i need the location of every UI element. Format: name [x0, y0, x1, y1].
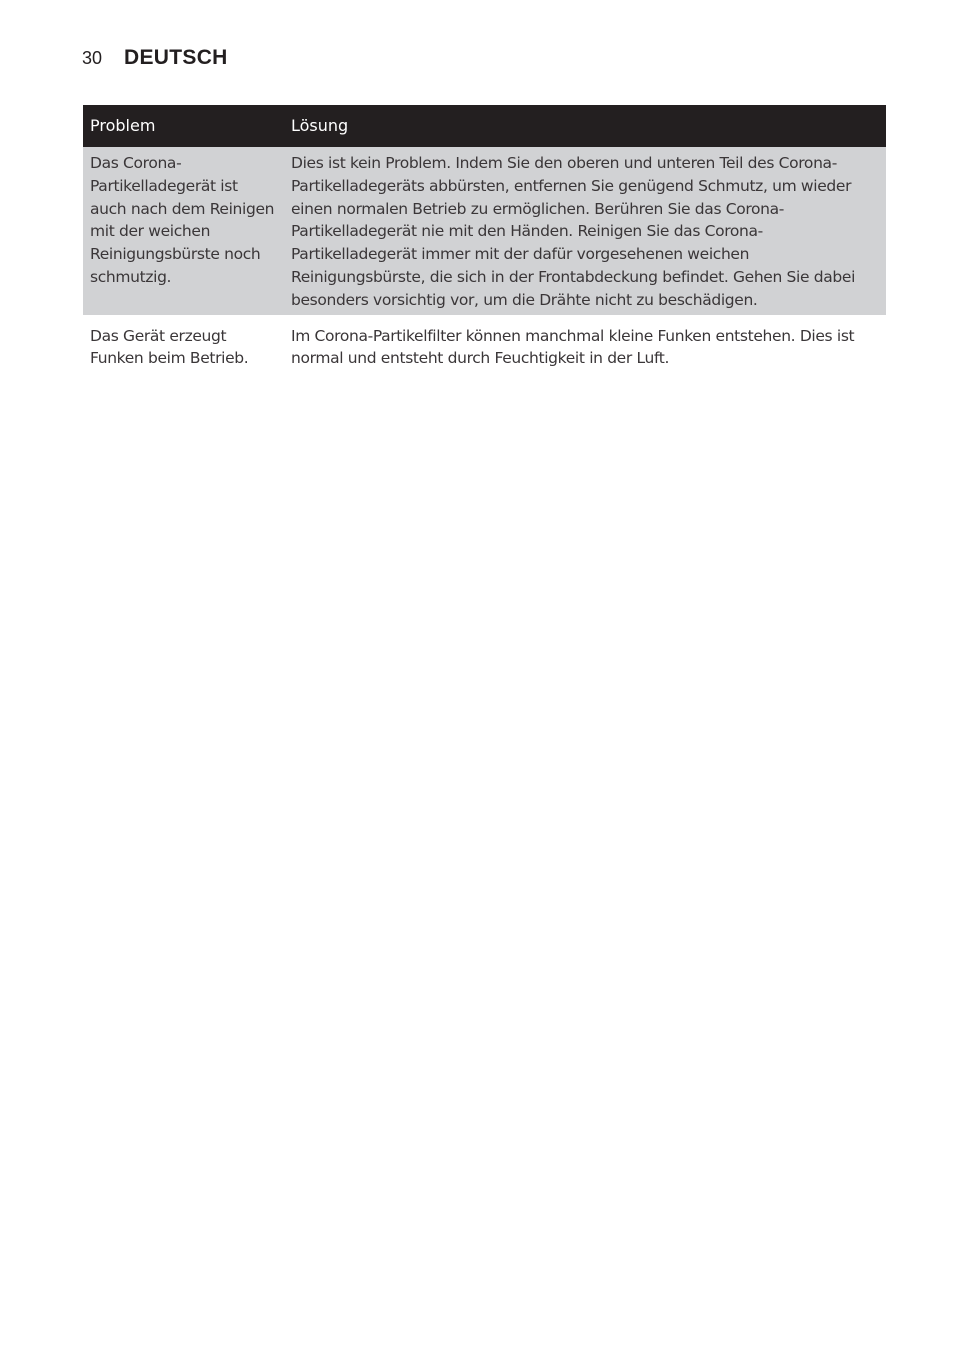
column-header-solution: Lösung: [284, 105, 886, 147]
table-row: [83, 316, 886, 374]
table-row: [83, 147, 886, 316]
problem-cell: Das Corona-Partikelladegerät ist auch nach dem Reinigen mit der weichen Reinigungsbürste noch schmutzig.: [83, 147, 284, 316]
table-header-row: [83, 105, 886, 147]
solution-cell: Im Corona-Partikelfilter können manchmal kleine Funken entstehen. Dies ist normal und entsteht durch Feuchtigkeit in der Luft.: [284, 316, 886, 374]
problem-cell: Das Gerät erzeugt Funken beim Betrieb.: [83, 316, 284, 374]
troubleshooting-table: [83, 105, 886, 373]
solution-cell: Dies ist kein Problem. Indem Sie den oberen und unteren Teil des Corona-Partikelladegeräts abbürsten, entfernen Sie genügend Schmutz, um wieder einen normalen Betrieb zu ermöglichen. Berühren Sie das Corona-Partikelladegerät nie mit den Händen. Reinigen Sie das Corona-Partikelladegerät immer mit der dafür vorgesehenen weichen Reinigungsbürste, die sich in der Frontabdeckung befindet. Gehen Sie dabei besonders vorsichtig vor, um die Drähte nicht zu beschädigen.: [284, 147, 886, 316]
page-language-heading: DEUTSCH: [124, 46, 228, 69]
column-header-problem: Problem: [83, 105, 284, 147]
page-number: 30: [82, 48, 103, 68]
page-header: [82, 46, 228, 70]
